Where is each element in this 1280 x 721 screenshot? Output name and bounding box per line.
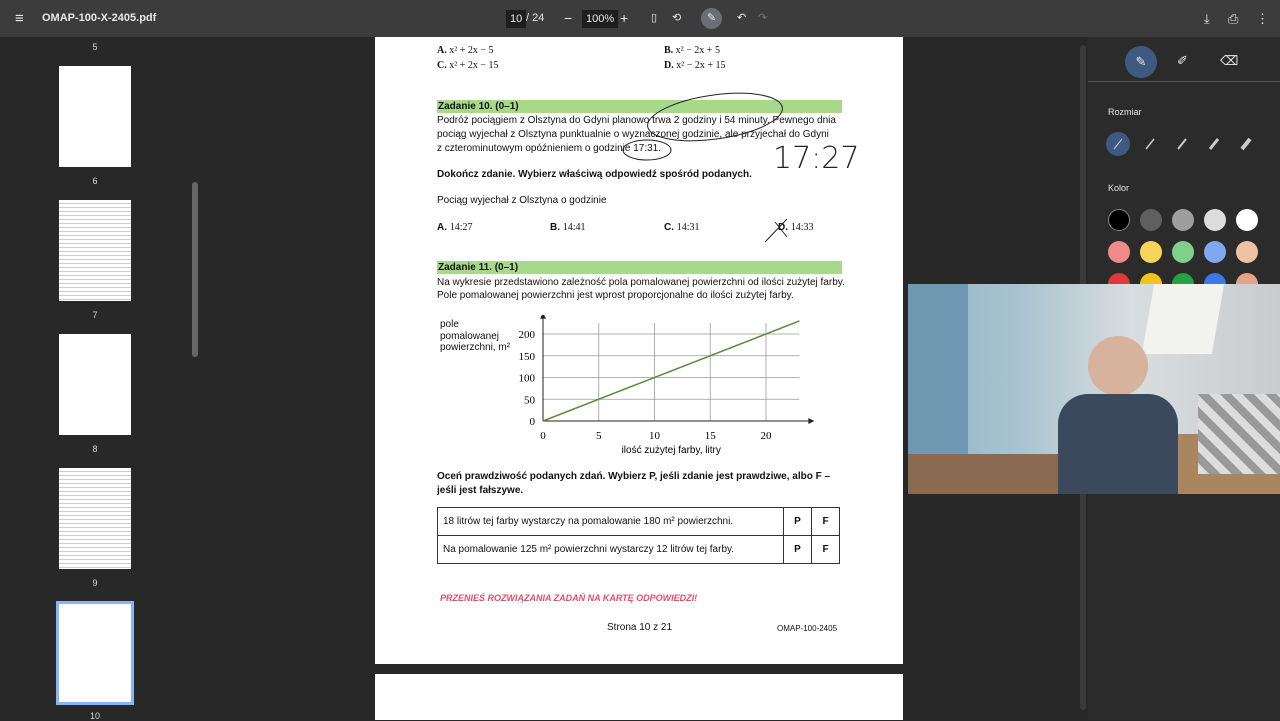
- file-title: OMAP-100-X-2405.pdf: [42, 12, 157, 24]
- x-tick-label: 5: [596, 430, 602, 442]
- color-swatch[interactable]: [1236, 241, 1258, 263]
- page-number-input[interactable]: 10: [506, 10, 526, 28]
- footer-note: PRZENIEŚ ROZWIĄZANIA ZADAŃ NA KARTĘ ODPOWIEDZI!: [440, 593, 698, 603]
- page-label: Strona 10 z 21: [607, 622, 673, 633]
- zoom-input[interactable]: 100%: [582, 10, 618, 28]
- ink-annotations: [375, 37, 903, 257]
- f-option[interactable]: F: [812, 508, 840, 536]
- color-swatch[interactable]: [1236, 209, 1258, 231]
- y-axis-label: pomalowanej: [440, 330, 499, 342]
- option-d: x² − 2x + 15: [676, 60, 726, 71]
- answer-c[interactable]: 14:31: [676, 222, 700, 233]
- print-icon[interactable]: ⎙: [1228, 11, 1239, 26]
- option-a: x² + 2x − 5: [449, 45, 494, 56]
- statement: 18 litrów tej farby wystarczy na pomalowanie 180 m² powierzchni.: [438, 508, 784, 536]
- task10-text: z czterominutowym opóźnieniem o godzinie 17:31.: [437, 143, 662, 154]
- thumbnail-page-9[interactable]: [59, 468, 131, 569]
- x-tick-label: 10: [649, 430, 660, 442]
- task11-text: Pole pomalowanej powierzchni jest wprost proporcjonalne do ilości zużytej farby.: [437, 290, 794, 301]
- task10-title: Zadanie 10. (0–1): [437, 100, 842, 113]
- y-tick-label: 150: [518, 350, 535, 363]
- next-pdf-page: [375, 674, 903, 720]
- thumb-label: 9: [92, 578, 98, 588]
- y-tick-label: 100: [518, 372, 535, 385]
- x-tick-label: 0: [540, 430, 546, 442]
- page-total: / 24: [526, 12, 545, 24]
- eraser-tool-icon[interactable]: ⌫: [1220, 53, 1239, 68]
- task11-instruction: Oceń prawdziwość podanych zdań. Wybierz P, jeśli zdanie jest prawdziwe, albo F –: [437, 471, 831, 482]
- menu-icon[interactable]: ≡: [15, 10, 24, 27]
- y-tick-label: 0: [529, 416, 535, 428]
- color-swatch[interactable]: [1172, 209, 1194, 231]
- size-label: Rozmiar: [1108, 107, 1142, 117]
- option-b: x² − 2x + 5: [675, 45, 720, 56]
- x-axis-arrow: [808, 418, 814, 424]
- p-option[interactable]: P: [784, 508, 812, 536]
- task10-stem: Pociąg wyjechał z Olsztyna o godzinie: [437, 195, 607, 206]
- fit-page-icon[interactable]: ▯: [651, 12, 658, 24]
- size-options[interactable]: [1106, 132, 1276, 156]
- pen-tool-icon[interactable]: ✎: [1125, 46, 1157, 78]
- answer-b[interactable]: 14:41: [562, 222, 586, 233]
- color-swatch[interactable]: [1108, 209, 1130, 231]
- download-icon[interactable]: ⤓: [1204, 11, 1210, 26]
- task10-instruction: Dokończ zdanie. Wybierz właściwą odpowiedź spośród podanych.: [437, 169, 752, 180]
- true-false-table: [437, 507, 840, 564]
- thumb-label: 7: [92, 310, 98, 320]
- statement: Na pomalowanie 125 m² powierzchni wystarczy 12 litrów tej farby.: [438, 536, 784, 564]
- thumb-label: 10: [89, 711, 100, 721]
- y-tick-label: 200: [518, 329, 535, 341]
- chart: [495, 315, 815, 455]
- thumbnail-page-8[interactable]: [59, 334, 131, 435]
- thumbnail-page-7[interactable]: [59, 200, 131, 301]
- pdf-page: A. x² + 2x − 5 B. x² − 2x + 5 C. x² + 2x − 15 D. x² − 2x + 15 Zadanie 10. (0–1) Podróż pociągiem z Olsztyna do Gdyni planowo trwa 2 godziny i 54 minuty. Pewnego dnia pociąg wyjechał z Olsztyna punktualnie o wyznaczonej godzinie, ale przyjechał do Gdyni z czterominutowym opóźnieniem o godzinie 17:31. Dokończ zdanie. Wybierz właściwą odpowiedź spośród podanych. Pociąg wyjechał z Olsztyna o godzinie A. 14:27 B. 14:41 C. 14:31 D. 14:33 17:27 Zadanie 11. (0–1) Na wykresie przedstawiono zależność pola pomalowanej powierzchni od ilości zużytej farby. Pole pomalowanej powierzchni jest wprost proporcjonalne do ilości zużytej farby. pole pomalowanej powierzchni, m² 0 50 100 150 200 0 5 10 15 20 ilość zużytej farby, litry Oceń prawdziwość podanych zdań. Wybierz P, jeśli zdanie jest prawdziwe, albo F – jeśli jest fałszywe. 18 litrów tej farby wystarczy na pomalowanie 180 m² powierzchni. P F Na pomalowanie 125 m² powierzchni wystarczy 12 litrów tej farby. P F PRZENIEŚ ROZWIĄZANIA ZADAŃ NA KARTĘ ODPOWIEDZI! Strona 10 z 21 OMAP-100-2405: [375, 37, 903, 664]
- color-swatch[interactable]: [1204, 241, 1226, 263]
- task10-text: pociąg wyjechał z Olsztyna punktualnie o wyznaczonej godzinie, ale przyjechał do Gdyni: [437, 129, 829, 140]
- x-tick-label: 20: [760, 430, 772, 442]
- y-tick-label: 50: [524, 394, 535, 407]
- thumb-label: 6: [92, 176, 98, 186]
- more-icon[interactable]: ⋮: [1256, 11, 1269, 26]
- task11-instruction: jeśli jest fałszywe.: [437, 485, 524, 496]
- redo-icon[interactable]: ↷: [758, 12, 768, 24]
- divider: [1088, 81, 1280, 82]
- color-label: Kolor: [1108, 183, 1130, 193]
- zoom-in-button[interactable]: +: [620, 10, 629, 26]
- undo-icon[interactable]: ↶: [737, 12, 747, 24]
- toolbar: [0, 0, 1280, 37]
- exam-code: OMAP-100-2405: [777, 624, 838, 633]
- p-option[interactable]: P: [784, 536, 812, 564]
- sidebar-scrollbar[interactable]: [192, 182, 198, 357]
- color-swatch[interactable]: [1108, 241, 1130, 263]
- task11-text: Na wykresie przedstawiono zależność pola pomalowanej powierzchni od ilości zużytej farby.: [437, 277, 845, 288]
- task11-title: Zadanie 11. (0–1): [437, 261, 842, 274]
- x-axis-label: ilość zużytej farby, litry: [621, 445, 721, 455]
- thumbnail-page-6[interactable]: [59, 66, 131, 167]
- thumbnail-page-10[interactable]: [56, 601, 134, 705]
- y-axis-label: powierzchni, m²: [440, 342, 511, 353]
- series-line: [543, 321, 799, 421]
- x-tick-label: 15: [704, 430, 716, 442]
- f-option[interactable]: F: [812, 536, 840, 564]
- rotate-icon[interactable]: ⟲: [672, 12, 682, 24]
- y-axis-arrow: [540, 315, 546, 319]
- zoom-out-button[interactable]: −: [564, 10, 573, 26]
- color-swatch[interactable]: [1172, 241, 1194, 263]
- highlighter-tool-icon[interactable]: ✐: [1177, 53, 1188, 68]
- thumb-label: 5: [92, 42, 98, 52]
- answer-a[interactable]: 14:27: [449, 222, 473, 233]
- annotate-icon[interactable]: ✎: [701, 8, 722, 29]
- webcam-overlay: [908, 284, 1280, 494]
- y-axis-label: pole: [440, 319, 459, 330]
- thumb-label: 8: [92, 444, 98, 454]
- color-swatch[interactable]: [1140, 241, 1162, 263]
- table-row: [438, 536, 840, 564]
- answer-d[interactable]: 14:33: [790, 222, 814, 233]
- task10-text: Podróż pociągiem z Olsztyna do Gdyni planowo trwa 2 godziny i 54 minuty. Pewnego dnia: [437, 115, 836, 126]
- color-swatch[interactable]: [1204, 209, 1226, 231]
- color-swatch[interactable]: [1140, 209, 1162, 231]
- thumbnail-sidebar: [0, 37, 200, 720]
- handwritten-note: 17:27: [773, 141, 860, 176]
- table-row: [438, 508, 840, 536]
- option-c: x² + 2x − 15: [449, 60, 499, 71]
